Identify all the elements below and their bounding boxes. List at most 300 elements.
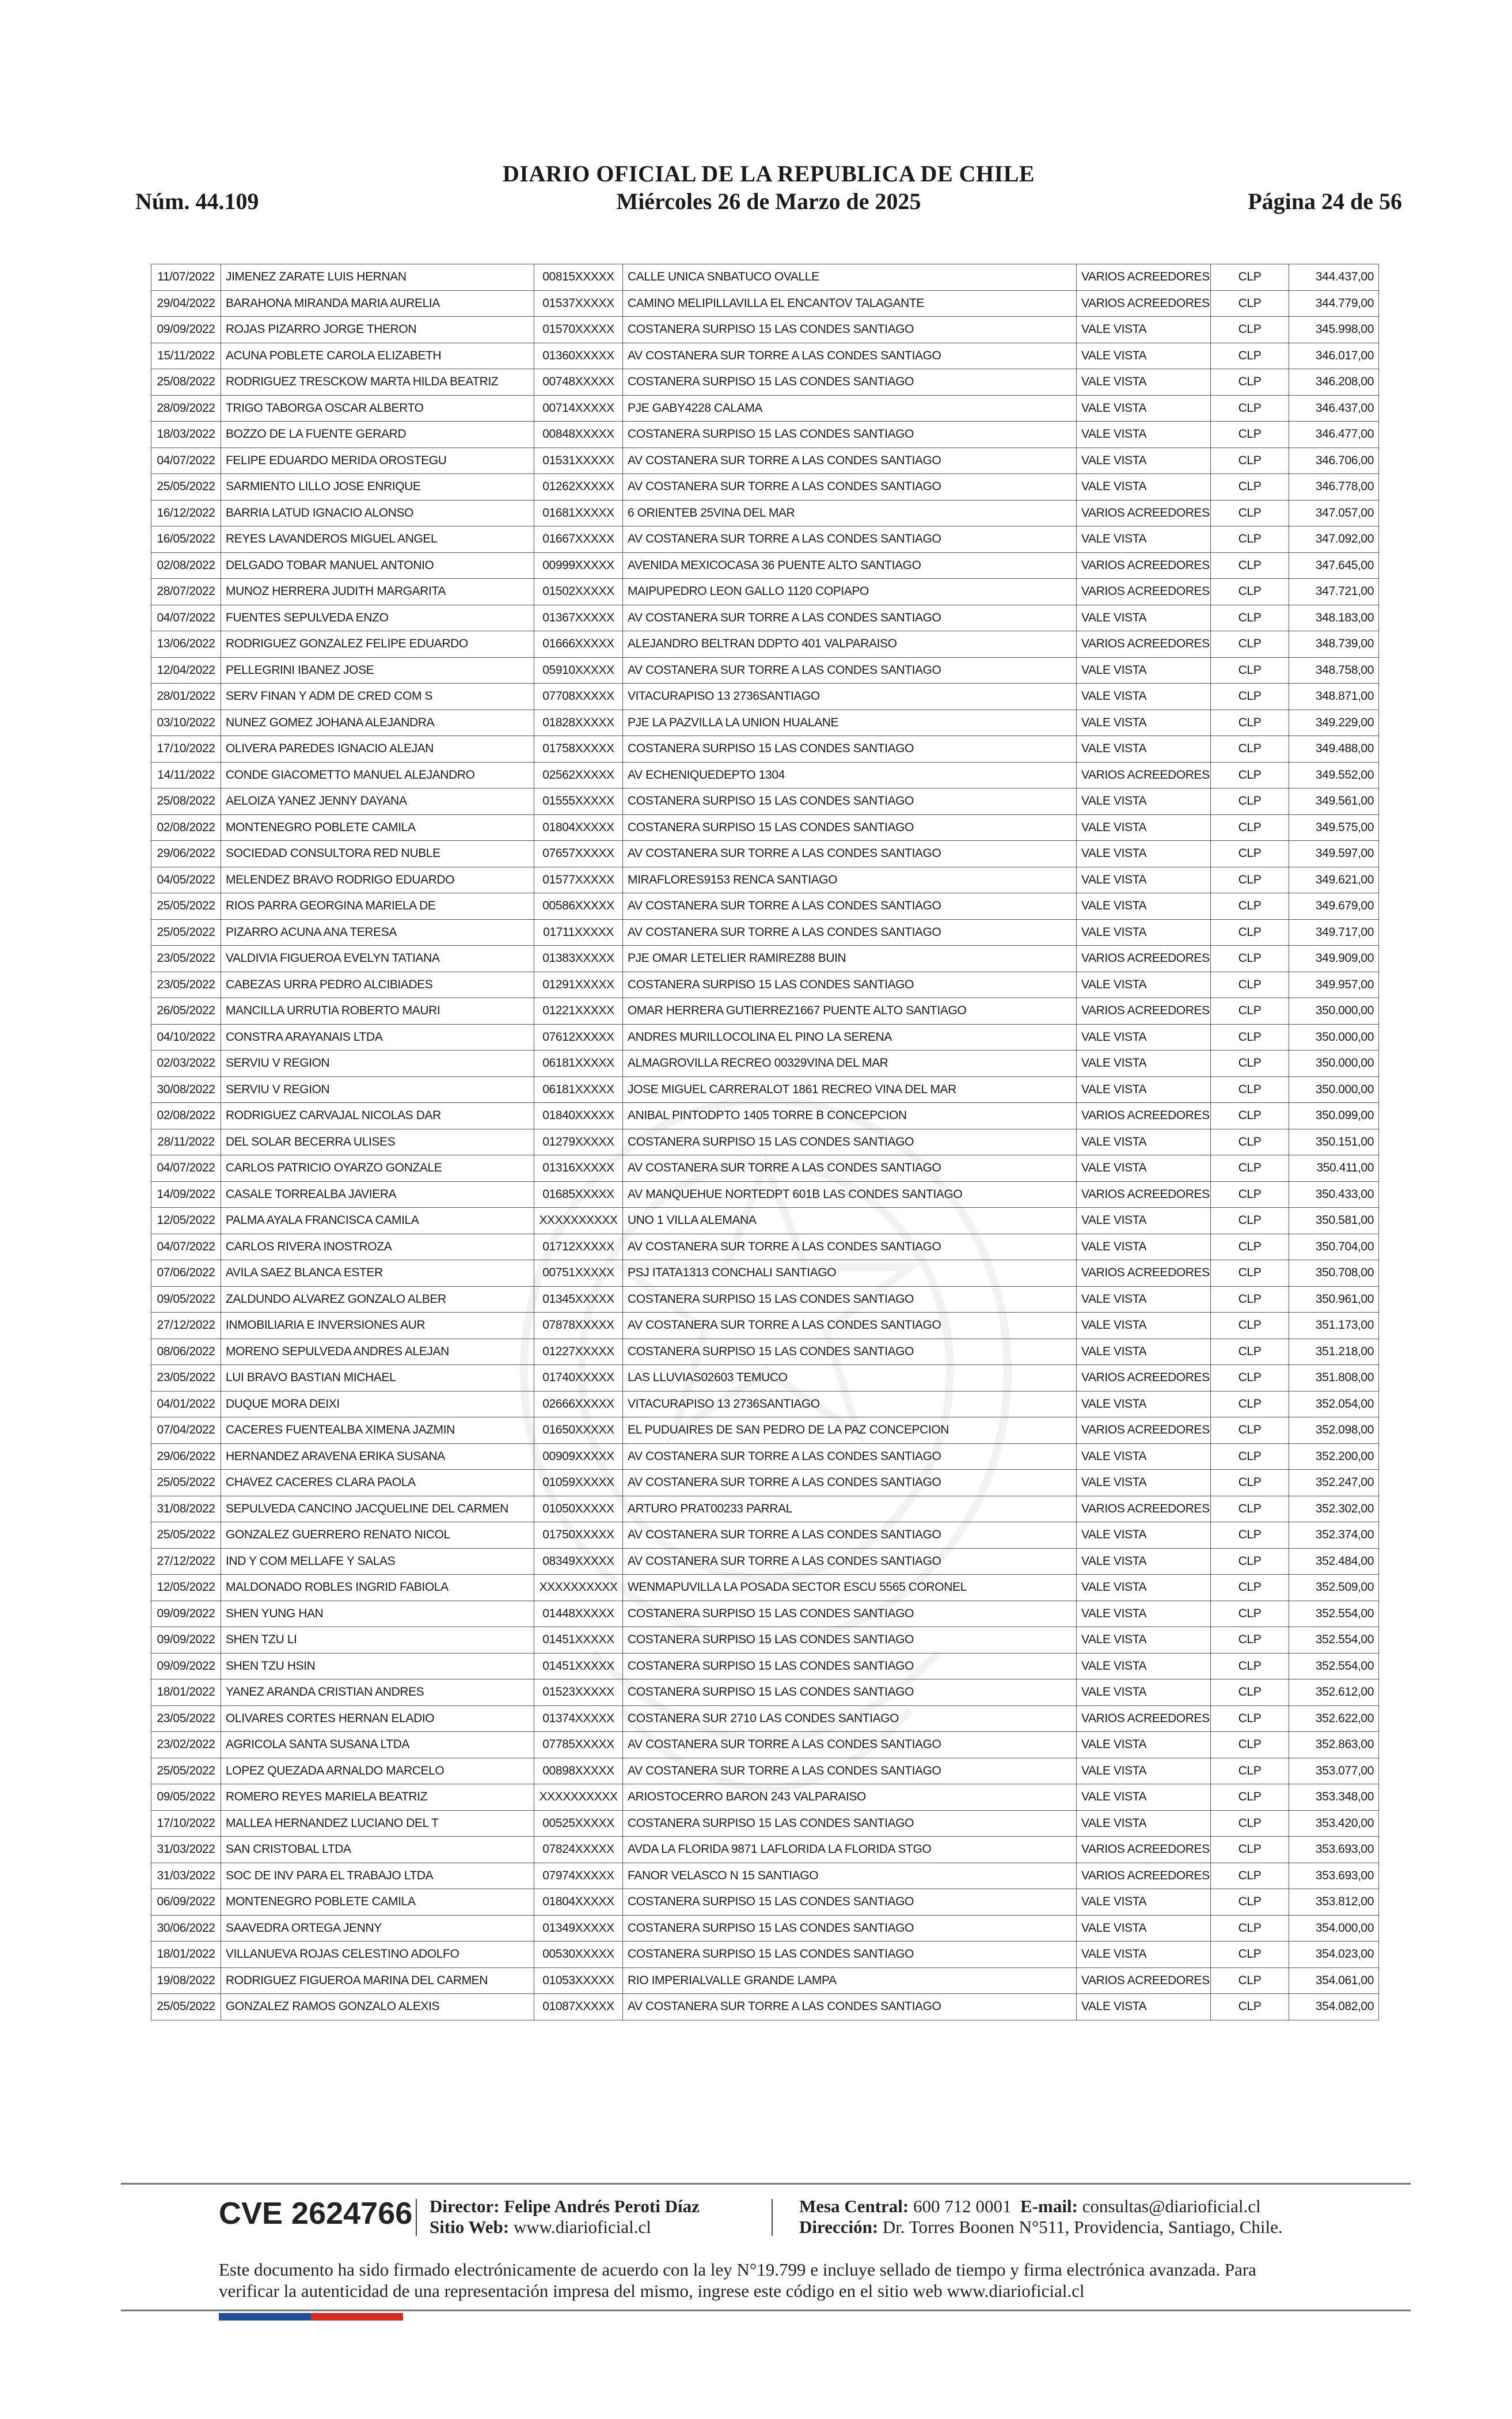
- row-amount: 351.218,00: [1289, 1339, 1379, 1365]
- row-rut: 01712XXXXX: [534, 1234, 623, 1260]
- row-payment-type: VALE VISTA: [1077, 1051, 1211, 1077]
- director-line: [430, 2196, 700, 2217]
- row-rut: 07708XXXXX: [534, 684, 623, 710]
- row-address: AV COSTANERA SUR TORRE A LAS CONDES SANTIAGO: [623, 1758, 1077, 1784]
- row-payment-type: VARIOS ACREEDORES: [1077, 1103, 1211, 1129]
- table-row: [151, 290, 1379, 317]
- row-name: CHAVEZ CACERES CLARA PAOLA: [221, 1470, 534, 1496]
- row-currency: CLP: [1211, 1391, 1289, 1417]
- row-amount: 353.348,00: [1289, 1784, 1379, 1811]
- row-date: 17/10/2022: [151, 736, 221, 763]
- row-name: INMOBILIARIA E INVERSIONES AUR: [221, 1313, 534, 1339]
- row-amount: 354.061,00: [1289, 1967, 1379, 1994]
- table-row: [151, 998, 1379, 1025]
- row-name: CABEZAS URRA PEDRO ALCIBIADES: [221, 972, 534, 998]
- row-payment-type: VALE VISTA: [1077, 1155, 1211, 1182]
- row-currency: CLP: [1211, 1339, 1289, 1365]
- table-row: [151, 1522, 1379, 1549]
- row-currency: CLP: [1211, 264, 1289, 291]
- table-row: [151, 1601, 1379, 1627]
- row-date: 09/09/2022: [151, 1653, 221, 1679]
- row-date: 25/05/2022: [151, 1470, 221, 1496]
- row-rut: 00999XXXXX: [534, 552, 623, 579]
- row-date: 29/06/2022: [151, 841, 221, 867]
- row-payment-type: VALE VISTA: [1077, 474, 1211, 501]
- row-address: UNO 1 VILLA ALEMANA: [623, 1208, 1077, 1234]
- row-payment-type: VALE VISTA: [1077, 710, 1211, 736]
- row-date: 11/07/2022: [151, 264, 221, 291]
- footer-top-rule: [121, 2183, 1411, 2185]
- table-row: [151, 762, 1379, 788]
- row-address: COSTANERA SURPISO 15 LAS CONDES SANTIAGO: [623, 1653, 1077, 1679]
- row-address: COSTANERA SURPISO 15 LAS CONDES SANTIAGO: [623, 317, 1077, 343]
- row-currency: CLP: [1211, 1863, 1289, 1889]
- website-link[interactable]: www.diarioficial.cl: [513, 2217, 651, 2237]
- row-amount: 352.200,00: [1289, 1443, 1379, 1470]
- table-row: [151, 1496, 1379, 1522]
- row-payment-type: VALE VISTA: [1077, 1234, 1211, 1260]
- row-currency: CLP: [1211, 1967, 1289, 1994]
- table-row: [151, 1051, 1379, 1077]
- row-date: 03/10/2022: [151, 710, 221, 736]
- table-row: [151, 1942, 1379, 1968]
- row-date: 28/07/2022: [151, 579, 221, 605]
- row-rut: 01291XXXXX: [534, 972, 623, 998]
- row-name: PALMA AYALA FRANCISCA CAMILA: [221, 1208, 534, 1234]
- row-name: LUI BRAVO BASTIAN MICHAEL: [221, 1365, 534, 1392]
- row-rut: 01840XXXXX: [534, 1103, 623, 1129]
- row-payment-type: VALE VISTA: [1077, 1339, 1211, 1365]
- issue-number: Núm. 44.109: [135, 188, 259, 214]
- row-address: ALEJANDRO BELTRAN DDPTO 401 VALPARAISO: [623, 631, 1077, 658]
- signature-disclaimer: Este documento ha sido firmado electrónicamente de acuerdo con la ley N°19.799 e incluye sellado de tiempo y firma electrónica avanzada. Para verificar la autenticidad de una representación impresa del mismo, ingrese este código en el sitio web www.diarioficial.cl: [219, 2259, 1256, 2301]
- row-name: SOC DE INV PARA EL TRABAJO LTDA: [221, 1863, 534, 1889]
- row-address: JOSE MIGUEL CARRERALOT 1861 RECREO VINA DEL MAR: [623, 1076, 1077, 1103]
- row-address: RIO IMPERIALVALLE GRANDE LAMPA: [623, 1967, 1077, 1994]
- row-currency: CLP: [1211, 1810, 1289, 1837]
- row-name: BOZZO DE LA FUENTE GERARD: [221, 422, 534, 448]
- row-date: 25/08/2022: [151, 369, 221, 396]
- row-name: MORENO SEPULVEDA ANDRES ALEJAN: [221, 1339, 534, 1365]
- email-link[interactable]: consultas@diarioficial.cl: [1082, 2196, 1261, 2216]
- row-payment-type: VALE VISTA: [1077, 317, 1211, 343]
- row-date: 29/06/2022: [151, 1443, 221, 1470]
- row-currency: CLP: [1211, 474, 1289, 501]
- row-date: 13/06/2022: [151, 631, 221, 658]
- row-rut: 00751XXXXX: [534, 1260, 623, 1287]
- row-name: SERV FINAN Y ADM DE CRED COM S: [221, 684, 534, 710]
- row-name: RODRIGUEZ FIGUEROA MARINA DEL CARMEN: [221, 1967, 534, 1994]
- row-name: AGRICOLA SANTA SUSANA LTDA: [221, 1732, 534, 1758]
- row-rut: 00815XXXXX: [534, 264, 623, 291]
- table-row: [151, 1391, 1379, 1417]
- table-row: [151, 552, 1379, 579]
- row-name: SHEN YUNG HAN: [221, 1601, 534, 1627]
- row-address: COSTANERA SURPISO 15 LAS CONDES SANTIAGO: [623, 1601, 1077, 1627]
- row-date: 12/05/2022: [151, 1208, 221, 1234]
- row-date: 14/09/2022: [151, 1181, 221, 1208]
- table-row: [151, 422, 1379, 448]
- row-payment-type: VALE VISTA: [1077, 1889, 1211, 1916]
- row-address: ANDRES MURILLOCOLINA EL PINO LA SERENA: [623, 1024, 1077, 1051]
- row-currency: CLP: [1211, 736, 1289, 763]
- table-row: [151, 1260, 1379, 1287]
- row-name: BARAHONA MIRANDA MARIA AURELIA: [221, 290, 534, 317]
- table-row: [151, 1208, 1379, 1234]
- table-row: [151, 1758, 1379, 1784]
- row-currency: CLP: [1211, 1705, 1289, 1732]
- address-label: Dirección:: [799, 2217, 879, 2237]
- address-line: [799, 2217, 1283, 2238]
- row-date: 09/05/2022: [151, 1784, 221, 1811]
- table-row: [151, 946, 1379, 972]
- row-currency: CLP: [1211, 1260, 1289, 1287]
- row-address: PJE LA PAZVILLA LA UNION HUALANE: [623, 710, 1077, 736]
- row-amount: 352.554,00: [1289, 1627, 1379, 1654]
- row-date: 25/05/2022: [151, 919, 221, 946]
- row-rut: 00586XXXXX: [534, 893, 623, 920]
- row-address: PJE OMAR LETELIER RAMIREZ88 BUIN: [623, 946, 1077, 972]
- row-date: 04/10/2022: [151, 1024, 221, 1051]
- row-currency: CLP: [1211, 290, 1289, 317]
- row-name: YANEZ ARANDA CRISTIAN ANDRES: [221, 1679, 534, 1706]
- row-amount: 352.612,00: [1289, 1679, 1379, 1706]
- row-date: 04/07/2022: [151, 605, 221, 631]
- row-amount: 349.488,00: [1289, 736, 1379, 763]
- row-date: 18/01/2022: [151, 1942, 221, 1968]
- chilean-flag-bar: [219, 2313, 403, 2321]
- row-date: 23/02/2022: [151, 1732, 221, 1758]
- table-row: [151, 1286, 1379, 1313]
- row-rut: 06181XXXXX: [534, 1051, 623, 1077]
- flag-red-segment: [311, 2313, 403, 2321]
- email-label: E-mail:: [1020, 2196, 1078, 2216]
- row-address: AV COSTANERA SUR TORRE A LAS CONDES SANTIAGO: [623, 893, 1077, 920]
- row-amount: 348.758,00: [1289, 657, 1379, 684]
- row-amount: 347.721,00: [1289, 579, 1379, 605]
- page-header: [135, 156, 1402, 222]
- row-date: 30/08/2022: [151, 1076, 221, 1103]
- row-rut: 01711XXXXX: [534, 919, 623, 946]
- row-rut: 01053XXXXX: [534, 1967, 623, 1994]
- row-name: DEL SOLAR BECERRA ULISES: [221, 1129, 534, 1155]
- row-currency: CLP: [1211, 1496, 1289, 1522]
- row-amount: 352.554,00: [1289, 1601, 1379, 1627]
- row-amount: 354.000,00: [1289, 1915, 1379, 1942]
- row-payment-type: VALE VISTA: [1077, 1575, 1211, 1601]
- website-line: [430, 2217, 700, 2238]
- row-currency: CLP: [1211, 893, 1289, 920]
- row-currency: CLP: [1211, 1942, 1289, 1968]
- director-label: Director:: [430, 2196, 500, 2216]
- row-name: MALLEA HERNANDEZ LUCIANO DEL T: [221, 1810, 534, 1837]
- row-address: COSTANERA SURPISO 15 LAS CONDES SANTIAGO: [623, 1627, 1077, 1654]
- row-date: 31/08/2022: [151, 1496, 221, 1522]
- table-row: [151, 1732, 1379, 1758]
- row-address: AV COSTANERA SUR TORRE A LAS CONDES SANTIAGO: [623, 919, 1077, 946]
- row-date: 04/01/2022: [151, 1391, 221, 1417]
- row-currency: CLP: [1211, 448, 1289, 474]
- row-date: 31/03/2022: [151, 1837, 221, 1863]
- table-row: [151, 1863, 1379, 1889]
- row-amount: 352.302,00: [1289, 1496, 1379, 1522]
- row-rut: 01279XXXXX: [534, 1129, 623, 1155]
- row-rut: 08349XXXXX: [534, 1548, 623, 1575]
- table-row: [151, 657, 1379, 684]
- row-rut: 02666XXXXX: [534, 1391, 623, 1417]
- row-name: VILLANUEVA ROJAS CELESTINO ADOLFO: [221, 1942, 534, 1968]
- row-currency: CLP: [1211, 1443, 1289, 1470]
- row-currency: CLP: [1211, 1601, 1289, 1627]
- row-payment-type: VARIOS ACREEDORES: [1077, 1967, 1211, 1994]
- row-payment-type: VALE VISTA: [1077, 1522, 1211, 1549]
- row-rut: 01448XXXXX: [534, 1601, 623, 1627]
- row-payment-type: VALE VISTA: [1077, 395, 1211, 422]
- row-name: MONTENEGRO POBLETE CAMILA: [221, 814, 534, 841]
- row-currency: CLP: [1211, 998, 1289, 1025]
- row-name: RODRIGUEZ GONZALEZ FELIPE EDUARDO: [221, 631, 534, 658]
- row-currency: CLP: [1211, 1889, 1289, 1916]
- row-rut: 01650XXXXX: [534, 1417, 623, 1444]
- row-rut: 01262XXXXX: [534, 474, 623, 501]
- row-amount: 349.597,00: [1289, 841, 1379, 867]
- row-rut: 01349XXXXX: [534, 1915, 623, 1942]
- table-row: [151, 369, 1379, 396]
- row-currency: CLP: [1211, 657, 1289, 684]
- row-name: AVILA SAEZ BLANCA ESTER: [221, 1260, 534, 1287]
- row-name: SAAVEDRA ORTEGA JENNY: [221, 1915, 534, 1942]
- row-rut: 01059XXXXX: [534, 1470, 623, 1496]
- row-payment-type: VARIOS ACREEDORES: [1077, 1705, 1211, 1732]
- row-rut: 06181XXXXX: [534, 1076, 623, 1103]
- row-rut: 01570XXXXX: [534, 317, 623, 343]
- row-amount: 352.484,00: [1289, 1548, 1379, 1575]
- row-currency: CLP: [1211, 552, 1289, 579]
- row-address: ANIBAL PINTODPTO 1405 TORRE B CONCEPCION: [623, 1103, 1077, 1129]
- row-name: IND Y COM MELLAFE Y SALAS: [221, 1548, 534, 1575]
- row-name: CONSTRA ARAYANAIS LTDA: [221, 1024, 534, 1051]
- footer-divider: [416, 2199, 417, 2236]
- row-date: 29/04/2022: [151, 290, 221, 317]
- row-address: VITACURAPISO 13 2736SANTIAGO: [623, 1391, 1077, 1417]
- table-row: [151, 893, 1379, 920]
- row-amount: 350.000,00: [1289, 998, 1379, 1025]
- row-name: CARLOS RIVERA INOSTROZA: [221, 1234, 534, 1260]
- row-address: AV COSTANERA SUR TORRE A LAS CONDES SANTIAGO: [623, 1994, 1077, 2020]
- row-currency: CLP: [1211, 1365, 1289, 1392]
- row-date: 08/06/2022: [151, 1339, 221, 1365]
- row-amount: 349.561,00: [1289, 788, 1379, 815]
- row-name: TRIGO TABORGA OSCAR ALBERTO: [221, 395, 534, 422]
- row-date: 17/10/2022: [151, 1810, 221, 1837]
- row-date: 25/05/2022: [151, 1522, 221, 1549]
- table-row: [151, 474, 1379, 501]
- row-rut: 01087XXXXX: [534, 1994, 623, 2020]
- row-amount: 347.057,00: [1289, 500, 1379, 526]
- row-rut: 00525XXXXX: [534, 1810, 623, 1837]
- row-payment-type: VARIOS ACREEDORES: [1077, 1837, 1211, 1863]
- row-amount: 352.863,00: [1289, 1732, 1379, 1758]
- row-name: FELIPE EDUARDO MERIDA OROSTEGU: [221, 448, 534, 474]
- table-row: [151, 788, 1379, 815]
- row-rut: 01345XXXXX: [534, 1286, 623, 1313]
- row-name: MANCILLA URRUTIA ROBERTO MAURI: [221, 998, 534, 1025]
- row-amount: 353.077,00: [1289, 1758, 1379, 1784]
- row-currency: CLP: [1211, 1103, 1289, 1129]
- row-payment-type: VALE VISTA: [1077, 788, 1211, 815]
- row-rut: 07657XXXXX: [534, 841, 623, 867]
- row-payment-type: VALE VISTA: [1077, 1732, 1211, 1758]
- page-number: Página 24 de 56: [1248, 188, 1402, 214]
- row-name: PIZARRO ACUNA ANA TERESA: [221, 919, 534, 946]
- row-name: GONZALEZ RAMOS GONZALO ALEXIS: [221, 1994, 534, 2020]
- row-date: 02/03/2022: [151, 1051, 221, 1077]
- row-payment-type: VALE VISTA: [1077, 972, 1211, 998]
- director-name: Felipe Andrés Peroti Díaz: [504, 2196, 700, 2216]
- row-address: AVENIDA MEXICOCASA 36 PUENTE ALTO SANTIAGO: [623, 552, 1077, 579]
- row-currency: CLP: [1211, 1234, 1289, 1260]
- row-date: 23/05/2022: [151, 1705, 221, 1732]
- gazette-title: DIARIO OFICIAL DE LA REPUBLICA DE CHILE: [502, 161, 1035, 187]
- table-row: [151, 814, 1379, 841]
- row-date: 25/05/2022: [151, 1994, 221, 2020]
- row-amount: 349.717,00: [1289, 919, 1379, 946]
- row-payment-type: VALE VISTA: [1077, 605, 1211, 631]
- row-payment-type: VARIOS ACREEDORES: [1077, 631, 1211, 658]
- row-address: EL PUDUAIRES DE SAN PEDRO DE LA PAZ CONCEPCION: [623, 1417, 1077, 1444]
- table-row: [151, 1365, 1379, 1392]
- table-row: [151, 1443, 1379, 1470]
- row-name: MUNOZ HERRERA JUDITH MARGARITA: [221, 579, 534, 605]
- row-date: 31/03/2022: [151, 1863, 221, 1889]
- row-name: PELLEGRINI IBANEZ JOSE: [221, 657, 534, 684]
- contact-line: [799, 2196, 1283, 2217]
- row-amount: 348.183,00: [1289, 605, 1379, 631]
- row-amount: 349.909,00: [1289, 946, 1379, 972]
- row-name: LOPEZ QUEZADA ARNALDO MARCELO: [221, 1758, 534, 1784]
- row-currency: CLP: [1211, 1024, 1289, 1051]
- row-payment-type: VALE VISTA: [1077, 1679, 1211, 1706]
- row-address: AV COSTANERA SUR TORRE A LAS CONDES SANTIAGO: [623, 1470, 1077, 1496]
- row-rut: 01523XXXXX: [534, 1679, 623, 1706]
- row-rut: 01804XXXXX: [534, 1889, 623, 1916]
- row-amount: 349.229,00: [1289, 710, 1379, 736]
- row-name: SEPULVEDA CANCINO JACQUELINE DEL CARMEN: [221, 1496, 534, 1522]
- row-payment-type: VARIOS ACREEDORES: [1077, 264, 1211, 291]
- row-rut: 01221XXXXX: [534, 998, 623, 1025]
- row-rut: 05910XXXXX: [534, 657, 623, 684]
- row-address: AV COSTANERA SUR TORRE A LAS CONDES SANTIAGO: [623, 841, 1077, 867]
- row-payment-type: VARIOS ACREEDORES: [1077, 552, 1211, 579]
- row-currency: CLP: [1211, 1417, 1289, 1444]
- row-name: RODRIGUEZ CARVAJAL NICOLAS DAR: [221, 1103, 534, 1129]
- row-date: 06/09/2022: [151, 1889, 221, 1916]
- row-date: 28/11/2022: [151, 1129, 221, 1155]
- row-address: MIRAFLORES9153 RENCA SANTIAGO: [623, 867, 1077, 893]
- row-address: WENMAPUVILLA LA POSADA SECTOR ESCU 5565 CORONEL: [623, 1575, 1077, 1601]
- row-payment-type: VARIOS ACREEDORES: [1077, 998, 1211, 1025]
- table-row: [151, 1994, 1379, 2020]
- row-address: ARIOSTOCERRO BARON 243 VALPARAISO: [623, 1784, 1077, 1811]
- row-rut: 01531XXXXX: [534, 448, 623, 474]
- row-rut: 01667XXXXX: [534, 526, 623, 553]
- row-payment-type: VALE VISTA: [1077, 1653, 1211, 1679]
- row-name: ROMERO REYES MARIELA BEATRIZ: [221, 1784, 534, 1811]
- row-rut: 00898XXXXX: [534, 1758, 623, 1784]
- row-amount: 346.017,00: [1289, 343, 1379, 369]
- table-row: [151, 919, 1379, 946]
- row-date: 26/05/2022: [151, 998, 221, 1025]
- row-amount: 353.693,00: [1289, 1863, 1379, 1889]
- row-rut: XXXXXXXXXX: [534, 1208, 623, 1234]
- table-row: [151, 448, 1379, 474]
- table-row: [151, 1076, 1379, 1103]
- row-name: ROJAS PIZARRO JORGE THERON: [221, 317, 534, 343]
- row-name: ZALDUNDO ALVAREZ GONZALO ALBER: [221, 1286, 534, 1313]
- row-payment-type: VALE VISTA: [1077, 1810, 1211, 1837]
- row-amount: 353.420,00: [1289, 1810, 1379, 1837]
- row-payment-type: VALE VISTA: [1077, 684, 1211, 710]
- row-amount: 353.693,00: [1289, 1837, 1379, 1863]
- row-name: SARMIENTO LILLO JOSE ENRIQUE: [221, 474, 534, 501]
- row-payment-type: VALE VISTA: [1077, 1391, 1211, 1417]
- table-row: [151, 1339, 1379, 1365]
- row-address: AV COSTANERA SUR TORRE A LAS CONDES SANTIAGO: [623, 343, 1077, 369]
- address-text: Dr. Torres Boonen N°511, Providencia, Santiago, Chile.: [882, 2217, 1283, 2237]
- row-rut: 01828XXXXX: [534, 710, 623, 736]
- row-currency: CLP: [1211, 1548, 1289, 1575]
- row-currency: CLP: [1211, 369, 1289, 396]
- row-date: 28/09/2022: [151, 395, 221, 422]
- row-date: 16/12/2022: [151, 500, 221, 526]
- table-row: [151, 1784, 1379, 1811]
- row-payment-type: VALE VISTA: [1077, 1784, 1211, 1811]
- table-row: [151, 1967, 1379, 1994]
- row-name: OLIVARES CORTES HERNAN ELADIO: [221, 1705, 534, 1732]
- row-date: 25/05/2022: [151, 474, 221, 501]
- row-currency: CLP: [1211, 1653, 1289, 1679]
- row-address: COSTANERA SURPISO 15 LAS CONDES SANTIAGO: [623, 1679, 1077, 1706]
- row-amount: 350.708,00: [1289, 1260, 1379, 1287]
- row-currency: CLP: [1211, 1181, 1289, 1208]
- row-name: HERNANDEZ ARAVENA ERIKA SUSANA: [221, 1443, 534, 1470]
- table-row: [151, 684, 1379, 710]
- table-row: [151, 1024, 1379, 1051]
- row-name: MALDONADO ROBLES INGRID FABIOLA: [221, 1575, 534, 1601]
- row-address: AV COSTANERA SUR TORRE A LAS CONDES SANTIAGO: [623, 474, 1077, 501]
- row-amount: 350.433,00: [1289, 1181, 1379, 1208]
- row-amount: 350.961,00: [1289, 1286, 1379, 1313]
- row-date: 04/07/2022: [151, 1155, 221, 1182]
- row-name: SHEN TZU HSIN: [221, 1653, 534, 1679]
- table-row: [151, 1575, 1379, 1601]
- row-date: 25/08/2022: [151, 788, 221, 815]
- row-payment-type: VALE VISTA: [1077, 1627, 1211, 1654]
- row-name: DUQUE MORA DEIXI: [221, 1391, 534, 1417]
- row-date: 30/06/2022: [151, 1915, 221, 1942]
- row-amount: 346.778,00: [1289, 474, 1379, 501]
- row-name: CONDE GIACOMETTO MANUEL ALEJANDRO: [221, 762, 534, 788]
- row-payment-type: VARIOS ACREEDORES: [1077, 1417, 1211, 1444]
- row-amount: 353.812,00: [1289, 1889, 1379, 1916]
- row-payment-type: VALE VISTA: [1077, 1470, 1211, 1496]
- table-row: [151, 605, 1379, 631]
- row-rut: 00909XXXXX: [534, 1443, 623, 1470]
- row-address: COSTANERA SURPISO 15 LAS CONDES SANTIAGO: [623, 422, 1077, 448]
- row-address: VITACURAPISO 13 2736SANTIAGO: [623, 684, 1077, 710]
- row-address: COSTANERA SURPISO 15 LAS CONDES SANTIAGO: [623, 972, 1077, 998]
- row-name: SHEN TZU LI: [221, 1627, 534, 1654]
